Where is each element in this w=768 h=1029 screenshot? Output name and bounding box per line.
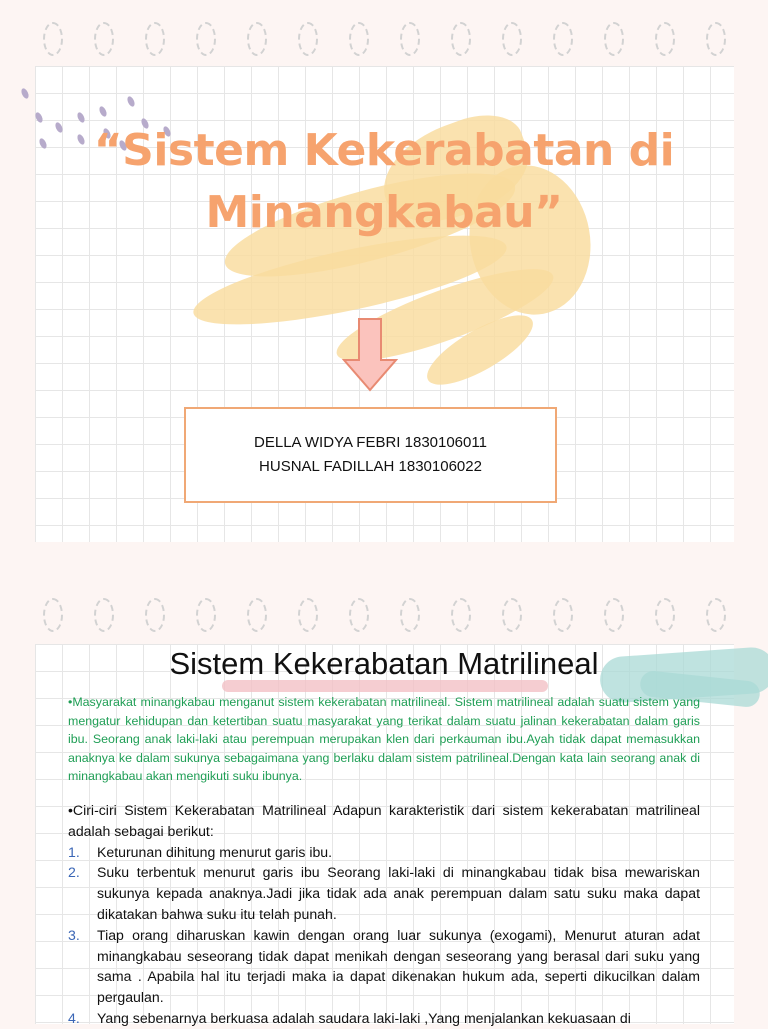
list-item: 1. Keturunan dihitung menurut garis ibu. — [68, 843, 333, 860]
list-item: 4. Yang sebenarnya berkuasa adalah saudara laki-laki ,Yang menjalankan kekuasaan di — [68, 1009, 631, 1026]
characteristics-section — [68, 800, 700, 1029]
author-name-1: DELLA WIDYA FEBRI 1830106011 — [254, 434, 487, 451]
matrilineal-description: •Masyarakat minangkabau menganut sistem kekerabatan matrilineal. Sistem matrilineal adalah suatu sistem yang mengatur kehidupan dan ketertiban suatu masyarakat yang terikat dalam suatu jalinan kekerabatan dalam garis ibu. Seorang anak laki-laki atau perempuan merupakan klen dari perkauman ibu.Ayah tidak dapat memasukkan anaknya ke dalam sukunya sebagaimana yang berlaku dalam sistem patrilineal.Dengan kata lain seorang anak di minangkabau akan mengikuti suku ibunya. — [68, 695, 700, 784]
title-line-2: Minangkabau” — [205, 187, 563, 238]
characteristics-intro: •Ciri-ciri Sistem Kekerabatan Matrilineal Adapun karakteristik dari sistem kekerabatan matrilineal adalah sebagai berikut: — [68, 802, 700, 839]
binder-holes-second — [35, 598, 734, 634]
section-title: Sistem Kekerabatan Matrilineal — [169, 646, 599, 681]
author-name-2: HUSNAL FADILLAH 1830106022 — [259, 458, 482, 475]
list-item: 2. Suku terbentuk menurut garis ibu Seorang laki-laki di minangkabau tidak bisa mewariskan sukunya kepada anaknya.Jadi jika tidak ada anak perempuan dalam satu suku maka dapat dikatakan bahwa suku itu telah punah. — [68, 864, 700, 922]
list-item: 3. Tiap orang diharuskan kawin dengan orang luar sukunya (exogami), Menurut aturan adat minangkabau seseorang tidak dapat menikah dengan seseorang yang berasal dari suku yang sama . Apabila hal itu terjadi maka ia dapat dikenakan hukum ada, seperti dikucilkan dalam pergaulan. — [68, 926, 700, 1006]
author-box — [184, 407, 557, 503]
presentation-title — [0, 120, 768, 244]
characteristics-list — [68, 842, 700, 1029]
binder-holes-top — [35, 22, 734, 58]
title-line-1: “Sistem Kekerabatan di — [93, 125, 675, 176]
down-arrow-icon — [342, 318, 398, 392]
